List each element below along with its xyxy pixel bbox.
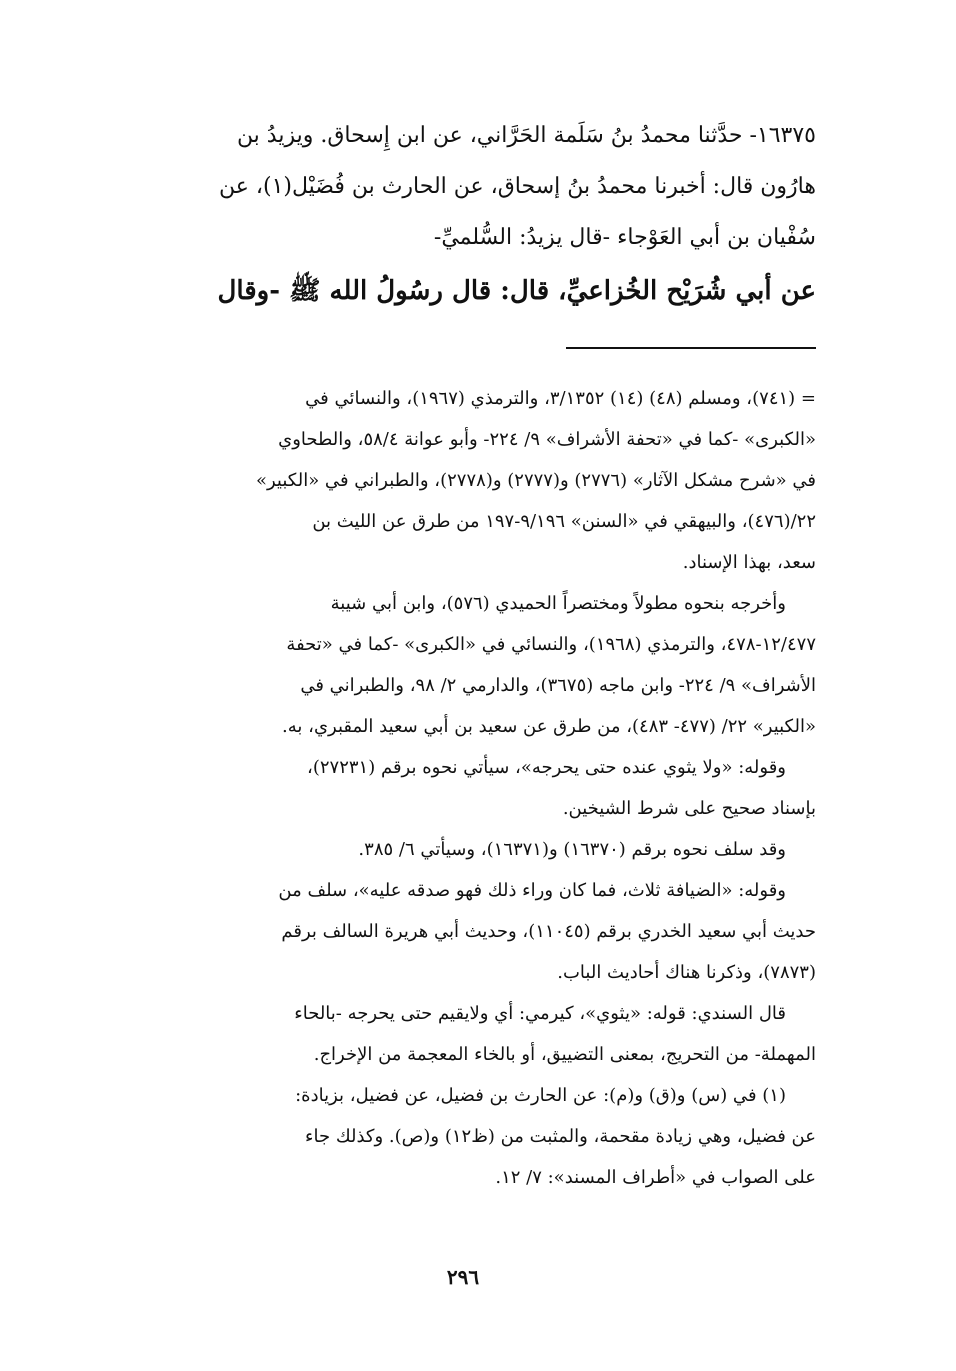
footnote-line: «الكبرى» -كما في «تحفة الأشراف» ٩/ ٢٢٤- وأبو عوانة ٥٨/٤، والطحاوي (278, 429, 816, 450)
footnote-separator (566, 347, 816, 349)
footnote-line: وقد سلف نحوه برقم (١٦٣٧٠) و(١٦٣٧١)، وسيأتي ٦/ ٣٨٥. (358, 839, 786, 860)
footnote-line: = (٧٤١)، ومسلم (٤٨) (١٤) ٣/١٣٥٢، والترمذي (١٩٦٧)، والنسائي في (305, 388, 816, 409)
footnote-line: عن فضيل، وهي زيادة مقحمة، والمثبت من (ظ١٢) و(ص). وكذلك جاء (305, 1126, 816, 1147)
footnote-line: ٢٢/(٤٧٦)، والبيهقي في «السنن» ٩/١٩٦-١٩٧ من طرق عن الليث بن (312, 511, 816, 532)
footnotes (110, 378, 816, 1198)
hadith-line: ١٦٣٧٥- حدَّثنا محمدُ بنُ سَلَمة الحَرَّاني، عن ابن إِسحاق. ويزيدُ بن (236, 123, 816, 148)
footnote-line: سعد، بهذا الإسناد. (682, 552, 816, 573)
hadith-text (110, 110, 816, 319)
footnote-line: قال السندي: قوله: «يثوي»، كيرمي: أي ولايقيم حتى يحرجه -بالحاء (294, 1003, 786, 1024)
hadith-line: سُفْيان بن أبي العَوْجاء -قال يزيدُ: السُّلميِّ- (433, 225, 816, 250)
footnote-line: بإسناد صحيح على شرط الشيخين. (562, 798, 816, 819)
footnote-line: حديث أبي سعيد الخدري برقم (١١٠٤٥)، وحديث أبي هريرة السالف برقم (281, 921, 816, 942)
document-page (110, 110, 816, 1340)
footnote-line: المهملة- من التحريج، بمعنى التضييق، أو بالخاء المعجمة من الإخراج. (313, 1044, 816, 1065)
footnote-line: (١) في (س) و(ق) و(م): عن الحارث بن فضيل، عن فضيل، بزيادة: (295, 1085, 786, 1106)
hadith-line: عن أبي شُرَيْح الخُزاعيِّ، قال: قال رسُولُ الله ﷺ -وقال (217, 276, 816, 306)
footnote-line: (٧٨٧٣)، وذكرنا هناك أحاديث الباب. (557, 962, 816, 983)
footnote-line: وأخرجه بنحوه مطولاً ومختصراً الحميدي (٥٧٦)، وابن أبي شيبة (330, 593, 786, 614)
footnote-line: في «شرح مشكل الآثار» (٢٧٧٦) و(٢٧٧٧) و(٢٧٧٨)، والطبراني في «الكبير» (255, 470, 816, 491)
footnote-line: وقوله: «الضيافة ثلاث، فما كان وراء ذلك فهو صدقه عليه»، سلف من (278, 880, 786, 901)
hadith-line: هارُون قال: أخبرنا محمدُ بنُ إسحاق، عن الحارث بن فُضَيْل(١)، عن (219, 174, 816, 199)
footnote-line: وقوله: «ولا يثوي عنده حتى يحرجه»، سيأتي نحوه برقم (٢٧٢٣١)، (307, 757, 786, 778)
footnote-line: على الصواب في «أطراف المسند»: ٧/ ١٢. (495, 1167, 816, 1188)
footnote-line: «الكبير» ٢٢/ (٤٧٧- ٤٨٣)، من طرق عن سعيد بن أبي سعيد المقبري، به. (282, 716, 816, 737)
footnote-line: ١٢/٤٧٧-٤٧٨، والترمذي (١٩٦٨)، والنسائي في «الكبرى» -كما في «تحفة (286, 634, 816, 655)
footnote-line: الأشراف» ٩/ ٢٢٤- وابن ماجه (٣٦٧٥)، والدارمي ٢/ ٩٨، والطبراني في (300, 675, 816, 696)
page-number: ٢٩٦ (446, 1265, 480, 1289)
